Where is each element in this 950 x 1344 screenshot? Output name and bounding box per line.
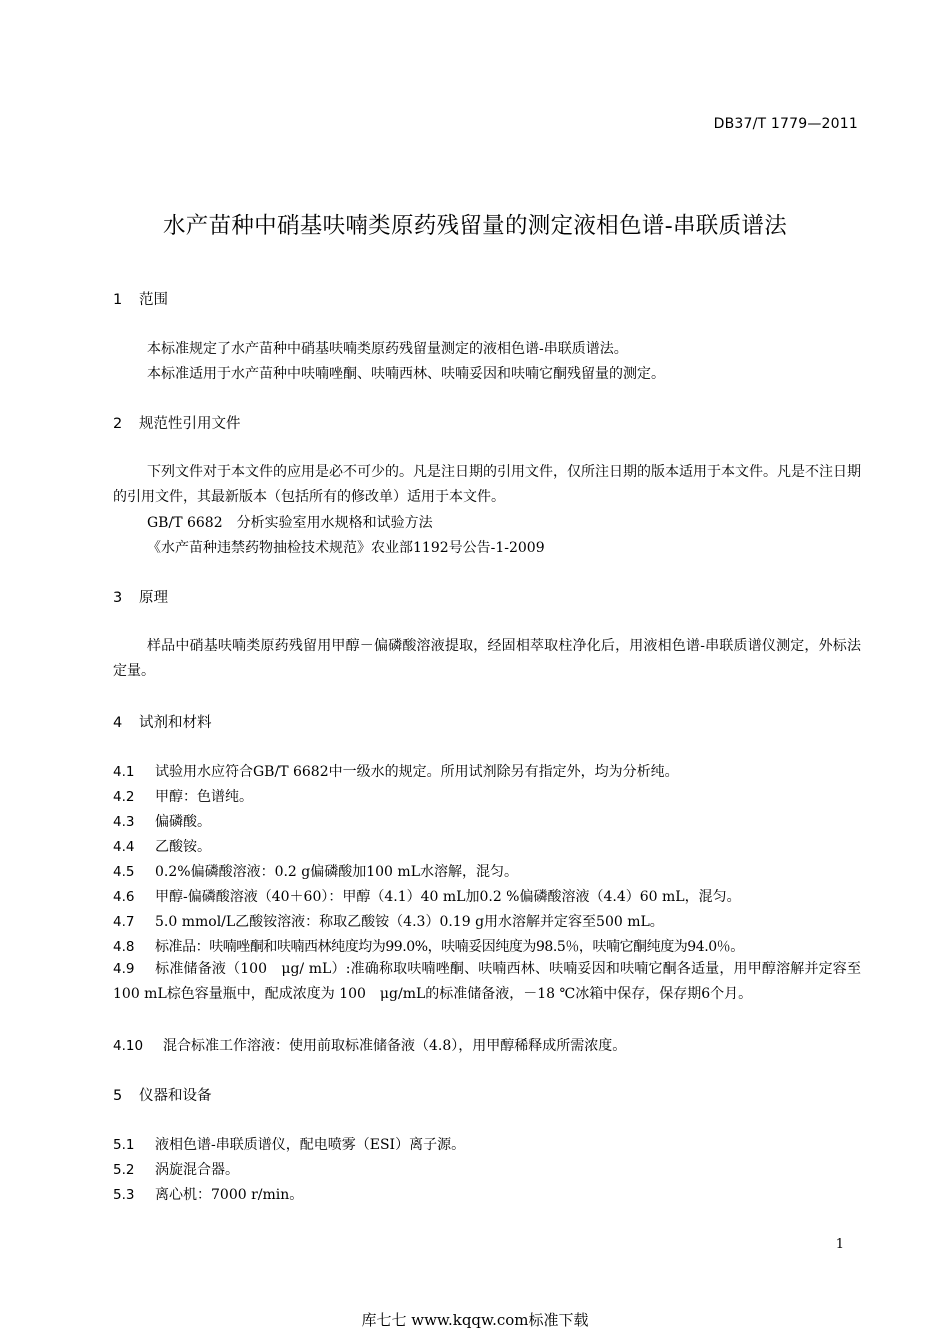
reagent-item	[113, 1035, 626, 1055]
reagent-item	[113, 761, 679, 781]
item-text: 偏磷酸。	[155, 814, 211, 830]
section-title: 范围	[139, 292, 168, 308]
section-heading-apparatus	[113, 1084, 212, 1105]
item-text: 乙酸铵。	[155, 839, 211, 855]
item-number: 4.7	[113, 914, 135, 930]
section-number: 4	[113, 715, 123, 731]
item-text: 标准品：呋喃唑酮和呋喃西林纯度均为99.0%，呋喃妥因纯度为98.5％，呋喃它酮纯度为94.0％。	[155, 939, 744, 955]
apparatus-item	[113, 1159, 239, 1179]
item-number: 4.9	[113, 961, 135, 977]
document-title: 水产苗种中硝基呋喃类原药残留量的测定液相色谱-串联质谱法	[162, 213, 788, 239]
section-title: 原理	[139, 590, 168, 606]
item-number: 4.6	[113, 889, 135, 905]
item-number: 4.5	[113, 864, 135, 880]
apparatus-item	[113, 1184, 303, 1204]
reagent-item	[113, 936, 744, 956]
section-number: 5	[113, 1088, 123, 1104]
reagent-item	[113, 886, 741, 906]
item-text: 液相色谱-串联质谱仪，配电喷雾（ESI）离子源。	[155, 1137, 466, 1153]
page-number: 1	[835, 1237, 844, 1252]
footer-watermark: 库七七 www.kqqw.com标准下载	[361, 1311, 589, 1329]
scope-line-2: 本标准适用于水产苗种中呋喃唑酮、呋喃西林、呋喃妥因和呋喃它酮残留量的测定。	[147, 366, 665, 382]
item-text: 标准储备液（100 μg/ mL）:准确称取呋喃唑酮、呋喃西林、呋喃妥因和呋喃它酮各适量，用甲醇溶解并定容至100 mL棕色容量瓶中，配成浓度为 100 μg/mL的标准储备液，－18 ℃冰箱中保存，保存期6个月。	[113, 961, 861, 1002]
item-number: 5.2	[113, 1162, 135, 1178]
item-number: 4.10	[113, 1038, 144, 1054]
scope-line-1: 本标准规定了水产苗种中硝基呋喃类原药残留量测定的液相色谱-串联质谱法。	[147, 341, 628, 357]
standard-code: DB37/T 1779—2011	[713, 116, 858, 132]
item-number: 5.1	[113, 1137, 135, 1153]
item-number: 4.3	[113, 814, 135, 830]
reference-item: 《水产苗种违禁药物抽检技术规范》农业部1192号公告-1-2009	[147, 540, 545, 556]
section-number: 3	[113, 590, 123, 606]
section-number: 2	[113, 416, 123, 432]
item-number: 4.8	[113, 939, 135, 955]
section-heading-scope	[113, 288, 168, 309]
apparatus-item	[113, 1134, 465, 1154]
reagent-item	[113, 861, 518, 881]
reagent-item	[113, 911, 664, 931]
item-number: 5.3	[113, 1187, 135, 1203]
principle-paragraph: 样品中硝基呋喃类原药残留用甲醇－偏磷酸溶液提取，经固相萃取柱净化后，用液相色谱-串联质谱仪测定，外标法定量。	[113, 638, 861, 679]
item-text: 离心机：7000 r/min。	[155, 1187, 304, 1203]
section-heading-references	[113, 412, 241, 433]
item-text: 试验用水应符合GB/T 6682中一级水的规定。所用试剂除另有指定外，均为分析纯。	[155, 764, 679, 780]
section-title: 仪器和设备	[139, 1088, 212, 1104]
section-title: 试剂和材料	[139, 715, 212, 731]
item-text: 混合标准工作溶液：使用前取标准储备液（4.8），用甲醇稀释成所需浓度。	[163, 1038, 627, 1054]
item-number: 4.4	[113, 839, 135, 855]
reagent-item	[113, 786, 253, 806]
section-title: 规范性引用文件	[139, 416, 241, 432]
reference-item: GB/T 6682 分析实验室用水规格和试验方法	[147, 515, 433, 531]
section-heading-reagents	[113, 711, 212, 732]
reagent-item	[113, 957, 861, 1006]
item-text: 甲醇：色谱纯。	[155, 789, 253, 805]
item-number: 4.1	[113, 764, 135, 780]
references-paragraph: 下列文件对于本文件的应用是必不可少的。凡是注日期的引用文件，仅所注日期的版本适用于本文件。凡是不注日期的引用文件，其最新版本（包括所有的修改单）适用于本文件。	[113, 464, 861, 505]
reagent-item	[113, 836, 211, 856]
section-heading-principle	[113, 586, 168, 607]
item-text: 甲醇-偏磷酸溶液（40＋60）：甲醇（4.1）40 mL加0.2 %偏磷酸溶液（4.4）60 mL，混匀。	[155, 889, 741, 905]
item-number: 4.2	[113, 789, 135, 805]
item-text: 涡旋混合器。	[155, 1162, 239, 1178]
section-number: 1	[113, 292, 123, 308]
reagent-item	[113, 811, 211, 831]
item-text: 0.2%偏磷酸溶液：0.2 g偏磷酸加100 mL水溶解，混匀。	[155, 864, 518, 880]
item-text: 5.0 mmol/L乙酸铵溶液：称取乙酸铵（4.3）0.19 g用水溶解并定容至500 mL。	[155, 914, 664, 930]
